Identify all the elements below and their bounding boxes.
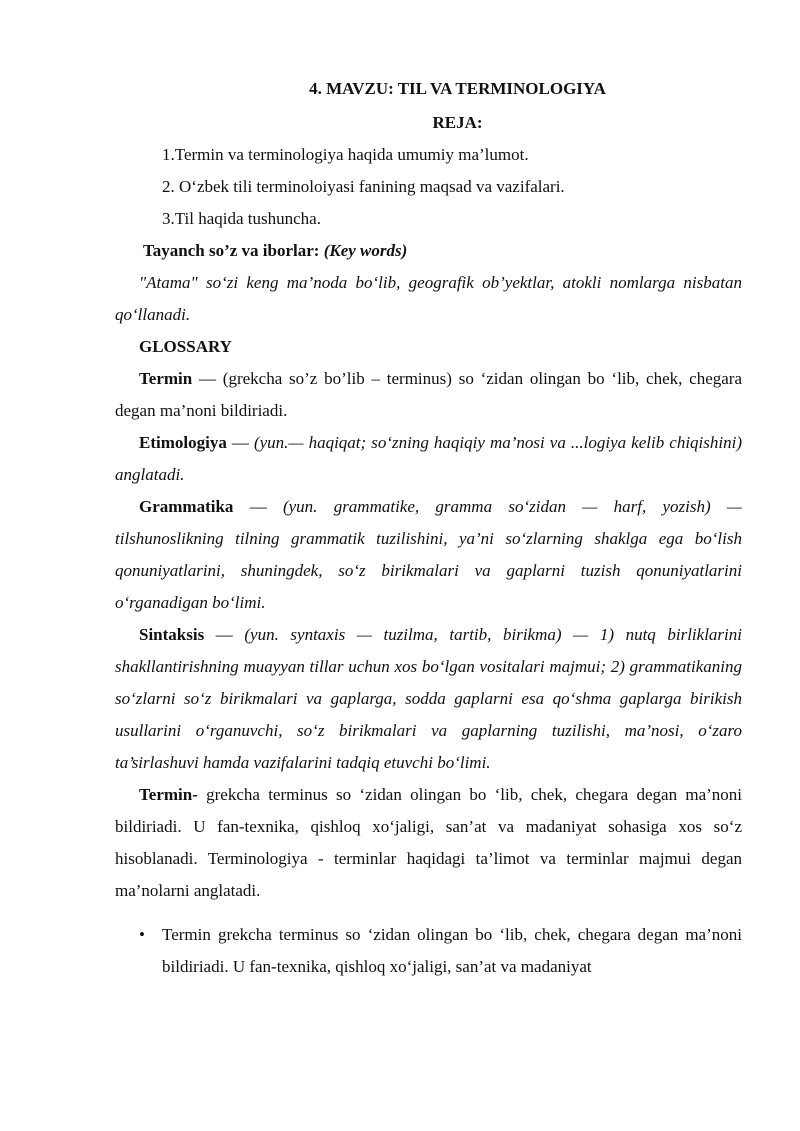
glossary-definition: (yun. grammatike, gramma so‘zidan — harf, yozish) — tilshunoslikning tilning grammatik tuzilishini, ya’ni so‘zlarning shaklga ega bo‘lish qonuniyatlarini, shuningdek, so‘z birikmalari va gaplarni tuzish qonuniyatlarini o‘rganadigan bo‘limi. [115,497,742,612]
glossary-definition: (grekcha so’z bo’lib – terminus) so ‘zidan olingan bo ‘lib, chek, chegara degan ma’noni bildiriadi. [115,369,742,420]
glossary-entry-grammatika [115,491,742,619]
glossary-separator: — [233,497,283,516]
termin-paragraph [115,779,742,907]
plan-heading: REJA: [432,113,483,132]
keywords-heading [115,235,742,267]
glossary-term: Etimologiya [139,433,227,452]
glossary-entry-sintaksis [115,619,742,779]
keywords-label-en: (Key words) [323,241,408,260]
glossary-entry-etimologiya [115,427,742,491]
plan-item: 2. O‘zbek tili terminoloiyasi fanining maqsad va vazifalari. [162,177,565,196]
glossary-term: Termin [139,369,193,388]
termin-term: Termin- [139,785,198,804]
glossary-separator: — [192,369,223,388]
document-page [115,73,742,983]
keywords-paragraph [115,267,742,331]
bullet-list [115,919,742,983]
termin-text: grekcha terminus so ‘zidan olingan bo ‘lib, chek, chegara degan ma’noni bildiriadi. U fan-texnika, qishloq xo‘jaligi, san’at va madaniyat sohasiga xos so‘z hisoblanadi. Terminologiya - terminlar haqidagi ta’limot va terminlar majmui degan ma’nolarni anglatadi. [115,785,742,900]
glossary-separator: — [204,625,245,644]
bullet-icon: • [139,925,145,944]
glossary-term: Sintaksis [139,625,205,644]
glossary-definition: (yun.— haqiqat; so‘zning haqiqiy ma’nosi va ...logiya kelib chiqishini) anglatadi. [115,433,742,484]
plan-list [115,139,742,235]
list-item [115,919,742,983]
glossary-heading: GLOSSARY [139,337,232,356]
glossary-entry-termin [115,363,742,427]
glossary-separator: — [226,433,254,452]
glossary-term: Grammatika [139,497,234,516]
keywords-text: "Atama" so‘zi keng ma’noda bo‘lib, geografik ob’yektlar, atokli nomlarga nisbatan qo‘llanadi. [115,273,742,324]
plan-item: 1.Termin va terminologiya haqida umumiy ma’lumot. [162,145,529,164]
plan-item: 3.Til haqida tushuncha. [162,209,321,228]
page-title: 4. MAVZU: TIL VA TERMINOLOGIYA [309,79,606,98]
keywords-label: Tayanch so’z va iborlar: [143,241,320,260]
glossary-definition: (yun. syntaxis — tuzilma, tartib, birikma) — 1) nutq birliklarini shakllantirishning muayyan tillar uchun xos bo‘lgan vositalari majmui; 2) grammatikaning so‘zlarni so‘z birikmalari va gaplarga, sodda gaplarni esa qo‘shma gaplarga birikish usullarini o‘rganuvchi, so‘z birikmalari va gaplarning tuzilishi, ma’nosi, o‘zaro ta’sirlashuvi hamda vazifalarini tadqiq etuvchi bo‘limi. [115,625,742,772]
list-item-text: Termin grekcha terminus so ‘zidan olingan bo ‘lib, chek, chegara degan ma’noni bildiriadi. U fan-texnika, qishloq xo‘jaligi, san’at va madaniyat [162,925,742,976]
